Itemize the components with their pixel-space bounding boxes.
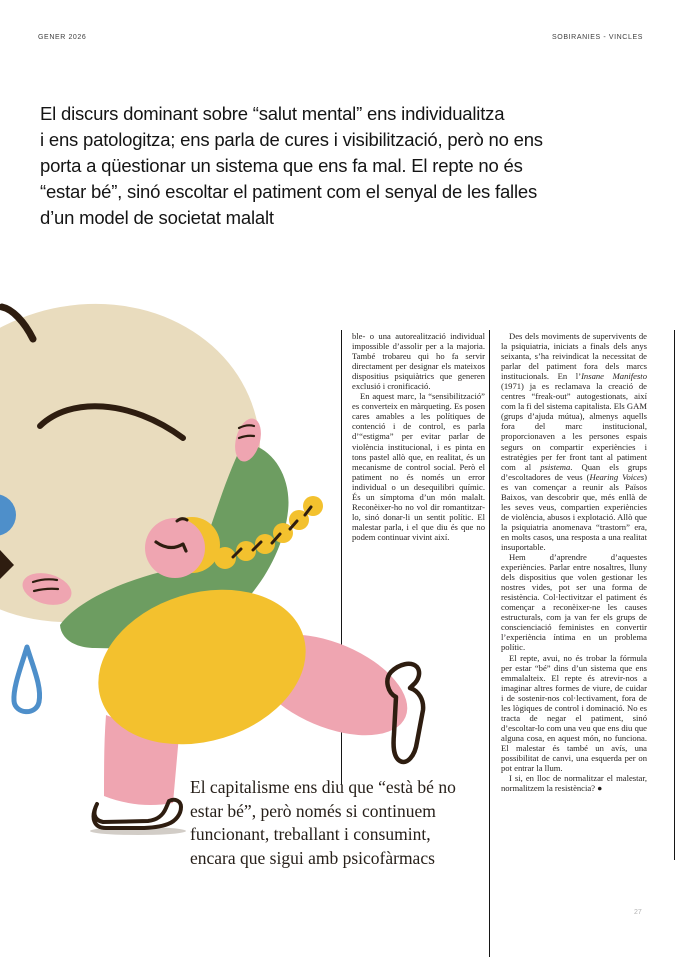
standfirst-line: i ens patologitza; ens parla de cures i visibilització, però no ens (40, 129, 543, 150)
body-paragraph: ble- o una autorealització individual impossible d’assolir per a la majoria. També trobareu qui ho fa servir directament per designar els mateixos dispositius psiquiàtrics que generen exclusió i cronificació. (352, 331, 485, 392)
standfirst-line: porta a qüestionar un sistema que ens fa mal. El repte no és (40, 155, 523, 176)
pull-quote-line: funcionant, treballant i consumint, (190, 824, 431, 845)
pull-quote-line: El capitalisme ens diu que “està bé no (190, 777, 456, 797)
standfirst-line: “estar bé”, sinó escoltar el patiment com el senyal de les falles (40, 181, 538, 202)
page-number: 27 (634, 909, 642, 916)
standfirst (40, 101, 640, 231)
column-rule-right (674, 330, 675, 860)
teardrop-icon (14, 647, 40, 712)
pull-quote (190, 776, 490, 870)
pull-quote-line: estar bé”, però només si continuem (190, 800, 436, 821)
section-title: SOBIRANIES - VINCLES (552, 34, 643, 41)
body-paragraph: El repte, avui, no és trobar la fórmula per estar “bé” dins d’un sistema que ens emmalalteix. El repte és atrevir-nos a imaginar altres formes de viure, de cuidar i de sostenir-nos col·lectivament, fora de les lògiques de control i dominació. No es tracta de negar el patiment, sinó d’escoltar-lo com una veu que ens diu que alguna cosa, en aquest món, no funciona. El malestar és també un avís, una possibilitat de canvi, una esquerda per on pot entrar la llum. (501, 652, 647, 774)
body-column-2 (501, 331, 647, 793)
body-paragraph: Hem d’aprendre d’aquestes experiències. Parlar entre nosaltres, lluny dels dispositius que volen gestionar les nostres vides, pot ser una forma de resistència. Col·lectivitzar el patiment és començar a reconèixer-ne les causes estructurals, com ja van fer els grups de conscienciació feministes en convertir l’experiència íntima en un problema polític. (501, 552, 647, 653)
standfirst-line: El discurs dominant sobre “salut mental” ens individualitza (40, 103, 505, 124)
carrying-head-illustration (0, 295, 460, 845)
pull-quote-line: encara que sigui amb psicofàrmacs (190, 847, 435, 868)
body-paragraph: En aquest marc, la “sensibilització” es converteix en màrqueting. Es posen cares amables a les polítiques de contenció i de control, es parla d’“estigma” per evitar parlar de violència institucional, i es pinta en tons pastel allò que, en realitat, és un mecanisme de control social. Però el patiment no és només un error individual o un desequilibri químic. És un símptoma d’un món malalt. Reconèixer-ho no vol dir romantitzar-lo, sinó donar-li un sentit polític. El malestar parla, i el que diu és que no podem continuar vivint així. (352, 391, 485, 542)
body-paragraph: Des dels moviments de supervivents de la psiquiatria, iniciats a finals dels anys seixanta, s’ha reivindicat la necessitat de parlar del patiment fora dels marcs institucionals. En l’Insane Manifesto (1971) ja es reclamava la creació de centres “freak-out” autogestionats, així com la fi del sistema capitalista. Els GAM (grups d’ajuda mútua), almenys aquells fora del marc institucional, proporcionaven a les persones espais segurs on compartir experiències i estratègies per fer front tant al patiment com al psistema. Quan els grups d’escoltadores de veus (Hearing Voices) es van començar a reunir als Països Baixos, van descobrir que, més enllà de les seves veus, compartien experiències de violència, abusos i explotació. Allò que la psiquiatria anomenava “trastorn” era, en molts casos, una resposta a una realitat insuportable. (501, 331, 647, 552)
standfirst-line: d’un model de societat malalt (40, 207, 274, 228)
issue-date: GENER 2026 (38, 34, 87, 41)
body-paragraph: I si, en lloc de normalitzar el malestar, normalitzem la resistència? ● (501, 773, 647, 794)
